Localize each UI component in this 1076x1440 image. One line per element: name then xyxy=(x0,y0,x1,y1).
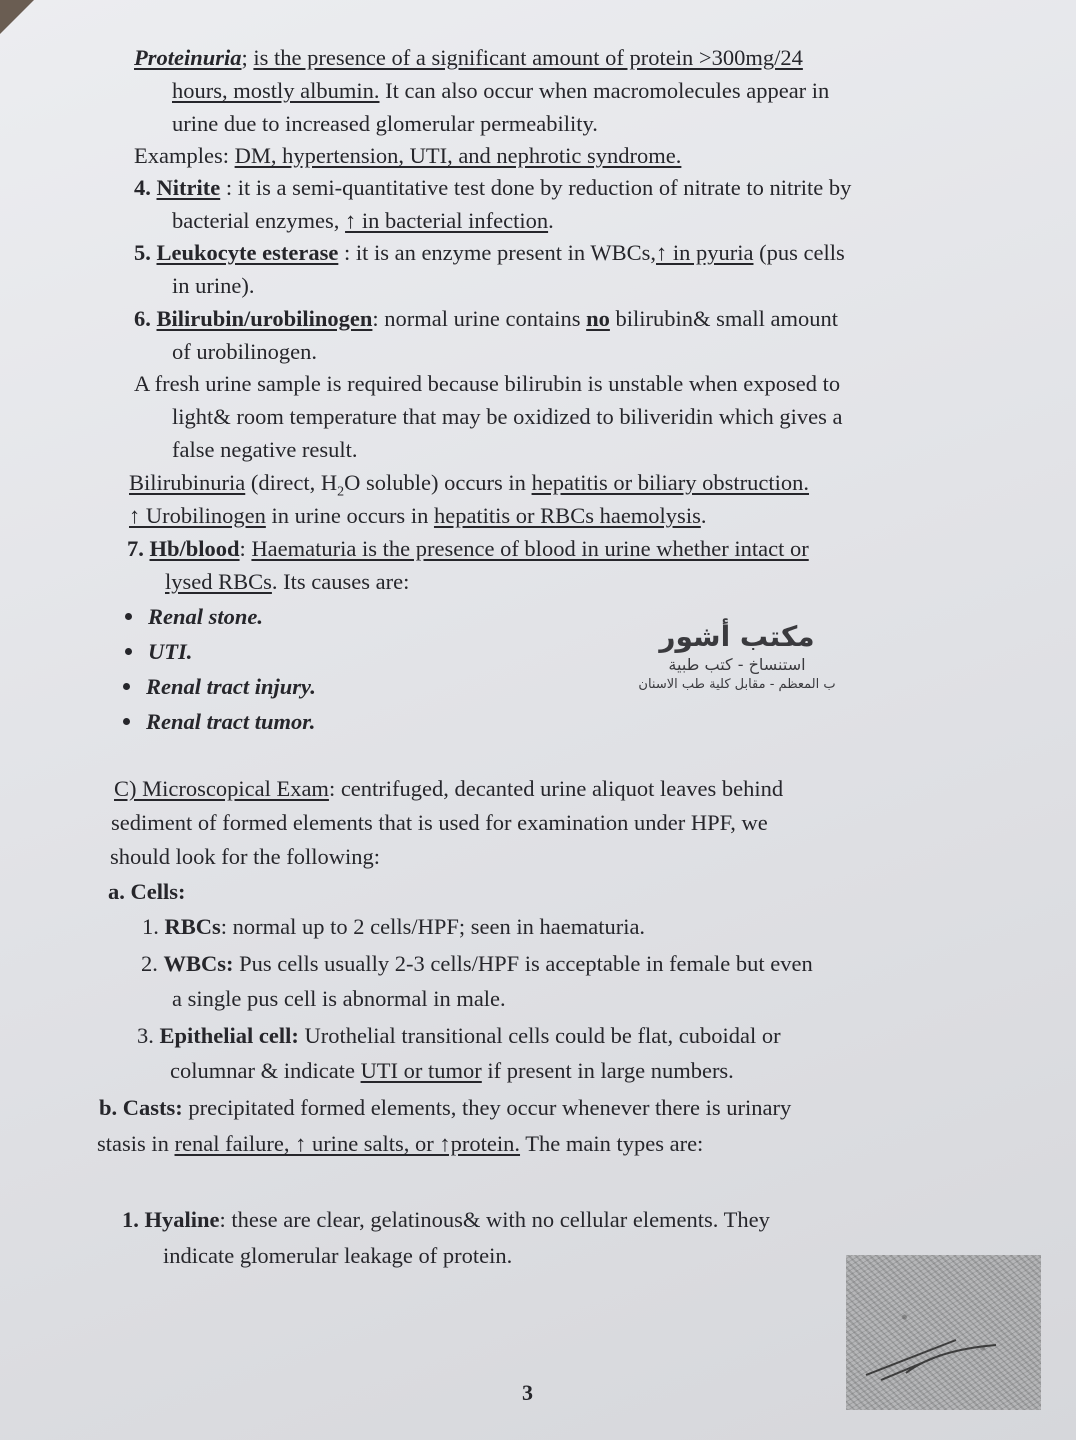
bilirubin-line-2: of urobilinogen. xyxy=(172,339,317,364)
hb-term: Hb/blood xyxy=(149,536,240,561)
proteinuria-line-3: urine due to increased glomerular permeability. xyxy=(172,111,598,136)
casts-line-2: stasis in renal failure, ↑ urine salts, or ↑protein. The main types are: xyxy=(97,1131,704,1156)
wbc-line-2: a single pus cell is abnormal in male. xyxy=(172,986,506,1011)
nitrite-line-1: 4. Nitrite : it is a semi-quantitative test done by reduction of nitrate to nitrite by xyxy=(134,175,852,200)
hyaline-line-1: 1. Hyaline: these are clear, gelatinous& with no cellular elements. They xyxy=(122,1207,770,1232)
micro-line-1: C) Microscopical Exam: centrifuged, decanted urine aliquot leaves behind xyxy=(114,776,784,801)
bullet-icon xyxy=(125,613,132,620)
hb-cause-item: Renal stone. xyxy=(125,603,263,631)
fresh-sample-line-3: false negative result. xyxy=(172,437,358,462)
epithelial-line-1: 3. Epithelial cell: Urothelial transitional cells could be flat, cuboidal or xyxy=(137,1023,781,1048)
bilirubinuria-line: Bilirubinuria (direct, $H_2O$ soluble) occurs in hepatitis or biliary obstruction. xyxy=(129,470,810,500)
hb-cause-item: Renal tract tumor. xyxy=(123,708,315,736)
fresh-sample-line-1: A fresh urine sample is required because bilirubin is unstable when exposed to xyxy=(134,371,841,396)
library-stamp: مكتب أشور استنساخ - كتب طبية ب المعظم - مقابل كلية طب الاسنان xyxy=(638,620,836,692)
bullet-icon xyxy=(125,648,132,655)
hb-line-2: lysed RBCs. Its causes are: xyxy=(165,569,410,594)
epithelial-line-2: columnar & indicate UTI or tumor if present in large numbers. xyxy=(170,1058,734,1083)
proteinuria-line-2: hours, mostly albumin. It can also occur when macromolecules appear in xyxy=(172,78,830,103)
proteinuria-definition: is the presence of a significant amount of protein >300mg/24 xyxy=(253,45,803,70)
micro-line-3: should look for the following: xyxy=(110,844,380,869)
seal-signature-icon xyxy=(846,1255,1041,1410)
seal-image xyxy=(846,1255,1041,1410)
leukocyte-term: Leukocyte esterase xyxy=(156,240,339,265)
proteinuria-term: Proteinuria xyxy=(134,45,242,70)
proteinuria-line-1: Proteinuria; is the presence of a significant amount of protein >300mg/24 xyxy=(134,45,803,70)
hb-cause-item: UTI. xyxy=(125,638,192,666)
urobilinogen-line: ↑ Urobilinogen in urine occurs in hepatitis or RBCs haemolysis. xyxy=(129,503,707,528)
hb-line-1: 7. Hb/blood: Haematuria is the presence of blood in urine whether intact or xyxy=(127,536,809,561)
proteinuria-examples: Examples: DM, hypertension, UTI, and nephrotic syndrome. xyxy=(134,143,682,168)
bilirubin-term: Bilirubin/urobilinogen xyxy=(156,306,373,331)
bullet-icon xyxy=(123,683,130,690)
cells-heading: a. Cells: xyxy=(108,879,186,904)
leukocyte-line-1: 5. Leukocyte esterase : it is an enzyme present in WBCs,↑ in pyuria (pus cells xyxy=(134,240,845,265)
leukocyte-line-2: in urine). xyxy=(172,273,255,298)
wbc-line-1: 2. WBCs: Pus cells usually 2-3 cells/HPF is acceptable in female but even xyxy=(141,951,813,976)
micro-heading: C) Microscopical Exam xyxy=(114,776,329,801)
nitrite-term: Nitrite xyxy=(156,175,221,200)
casts-line-1: b. Casts: precipitated formed elements, they occur whenever there is urinary xyxy=(99,1095,792,1120)
page-number: 3 xyxy=(522,1380,533,1405)
nitrite-line-2: bacterial enzymes, ↑ in bacterial infection. xyxy=(172,208,554,233)
micro-line-2: sediment of formed elements that is used for examination under HPF, we xyxy=(111,810,768,835)
hb-cause-item: Renal tract injury. xyxy=(123,673,316,701)
rbc-line: 1. RBCs: normal up to 2 cells/HPF; seen in haematuria. xyxy=(142,914,646,939)
hyaline-line-2: indicate glomerular leakage of protein. xyxy=(163,1243,513,1268)
fresh-sample-line-2: light& room temperature that may be oxidized to biliveridin which gives a xyxy=(172,404,843,429)
bullet-icon xyxy=(123,718,130,725)
bilirubin-line-1: 6. Bilirubin/urobilinogen: normal urine contains no bilirubin& small amount xyxy=(134,306,838,331)
